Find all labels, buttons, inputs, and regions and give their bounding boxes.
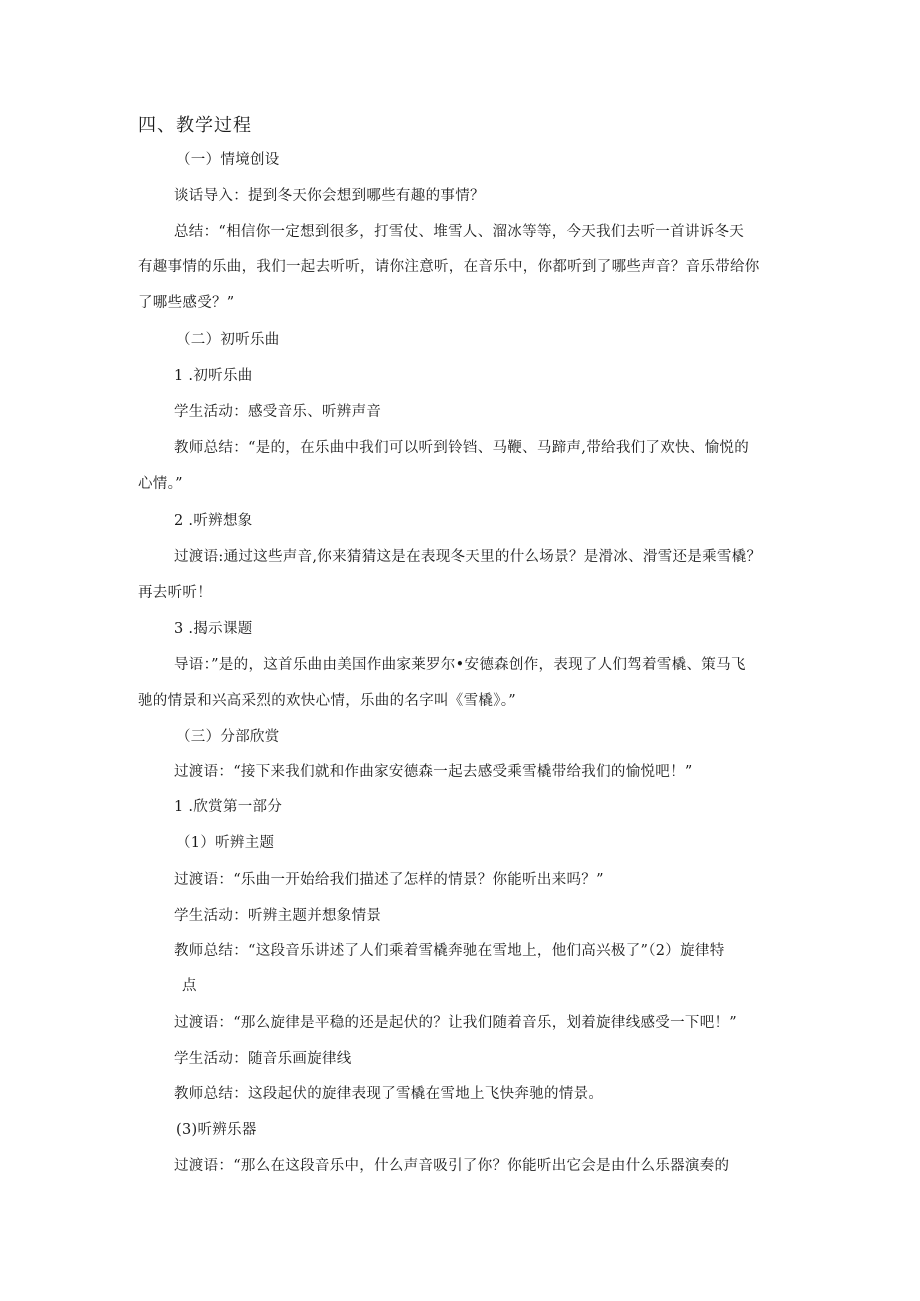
- paragraph-line: 有趣事情的乐曲，我们一起去听听，请你注意听，在音乐中，你都听到了哪些声音？音乐带给你: [138, 259, 760, 275]
- item-title: 3 .揭示课题: [174, 621, 253, 637]
- paragraph-line: 过渡语:通过这些声音,你来猜猜这是在表现冬天里的什么场景？是滑冰、滑雪还是乘雪橇？: [174, 549, 762, 565]
- sub-item-title: （1）听辨主题: [176, 835, 275, 851]
- subsection-title: （三）分部欣赏: [176, 729, 280, 745]
- paragraph-line: 点: [182, 978, 197, 994]
- section-heading: 四、教学过程: [138, 115, 252, 136]
- item-title: 1 .初听乐曲: [174, 368, 253, 384]
- paragraph-line: 总结：“相信你一定想到很多，打雪仗、堆雪人、溜冰等等，今天我们去听一首讲诉冬天: [174, 224, 745, 240]
- paragraph-line: 学生活动：随音乐画旋律线: [174, 1051, 352, 1067]
- subsection-title: （二）初听乐曲: [176, 332, 280, 348]
- paragraph-line: 教师总结：“是的，在乐曲中我们可以听到铃铛、马鞭、马蹄声,带给我们了欢快、愉悦的: [174, 440, 750, 456]
- paragraph-line: 过渡语：“那么旋律是平稳的还是起伏的？让我们随着音乐，划着旋律线感受一下吧！”: [174, 1015, 738, 1031]
- sub-item-title: (3)听辨乐器: [176, 1122, 257, 1138]
- paragraph-line: 驰的情景和兴高采烈的欢快心情，乐曲的名字叫《雪橇》。”: [138, 693, 517, 709]
- paragraph-line: 学生活动：感受音乐、听辨声音: [174, 404, 382, 420]
- paragraph-line: 了哪些感受？”: [138, 295, 235, 311]
- paragraph-line: 教师总结：“这段音乐讲述了人们乘着雪橇奔驰在雪地上，他们高兴极了”（2）旋律特: [174, 943, 725, 959]
- paragraph-line: 过渡语：“接下来我们就和作曲家安德森一起去感受乘雪橇带给我们的愉悦吧！”: [174, 764, 693, 780]
- item-title: 1 .欣赏第一部分: [174, 799, 283, 815]
- subsection-title: （一）情境创设: [176, 152, 280, 168]
- paragraph-line: 导语：”是的，这首乐曲由美国作曲家莱罗尔•安德森创作，表现了人们驾着雪橇、策马飞: [174, 657, 746, 673]
- paragraph-line: 再去听听！: [138, 585, 212, 601]
- paragraph-line: 过渡语：“乐曲一开始给我们描述了怎样的情景？你能听出来吗？”: [174, 872, 604, 888]
- paragraph-line: 学生活动：听辨主题并想象情景: [174, 908, 382, 924]
- paragraph-line: 过渡语：“那么在这段音乐中，什么声音吸引了你？你能听出它会是由什么乐器演奏的: [174, 1158, 730, 1174]
- paragraph-line: 心情。”: [138, 476, 183, 492]
- item-title: 2 .听辨想象: [174, 513, 253, 529]
- paragraph-line: 谈话导入：提到冬天你会想到哪些有趣的事情？: [174, 188, 485, 204]
- paragraph-line: 教师总结：这段起伏的旋律表现了雪橇在雪地上飞快奔驰的情景。: [174, 1086, 604, 1102]
